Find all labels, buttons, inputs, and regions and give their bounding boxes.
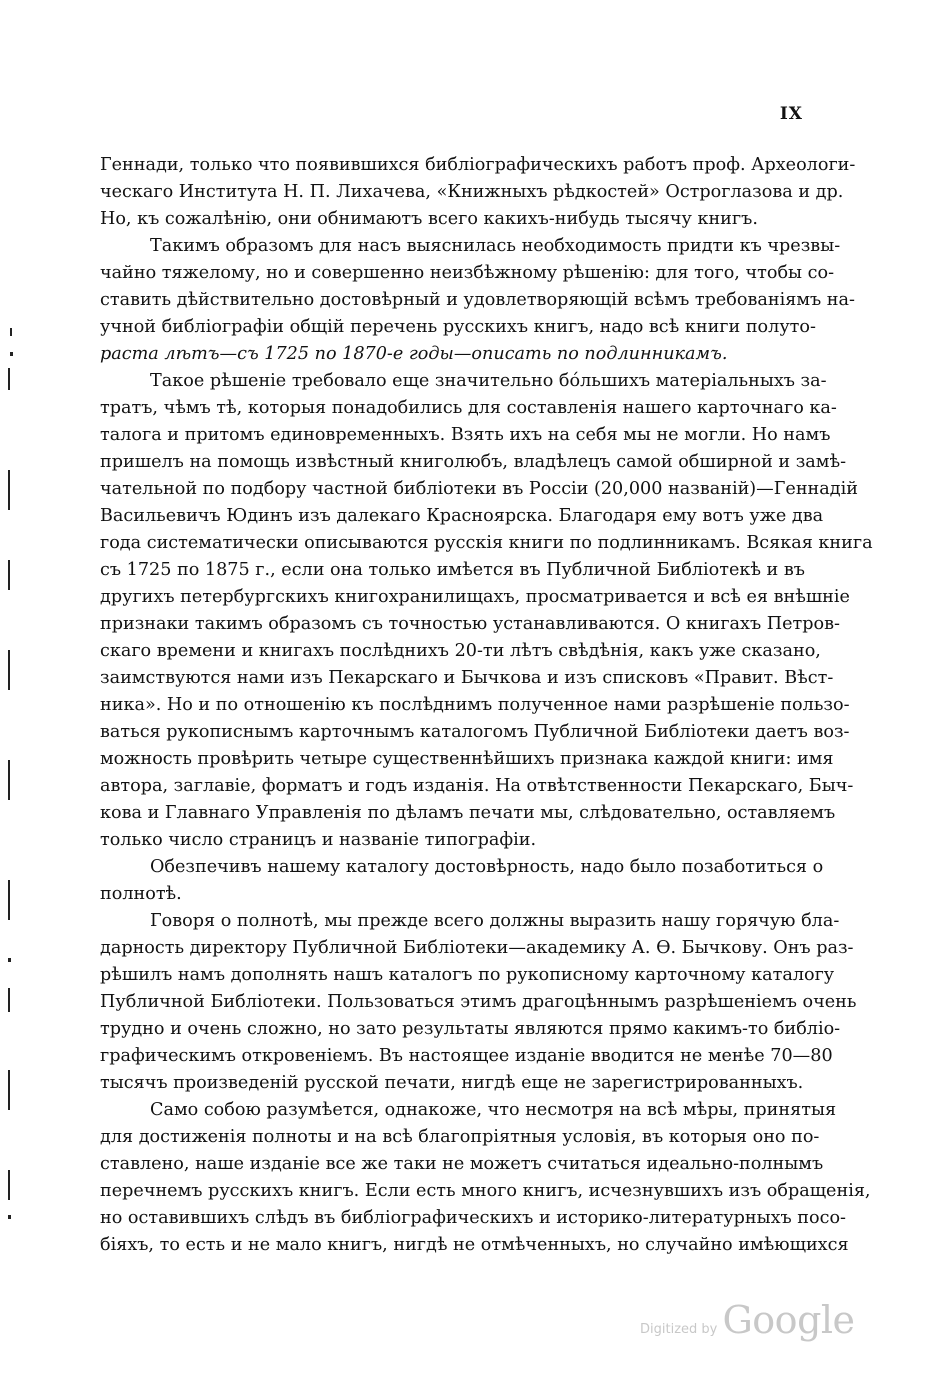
text-line: ставлено, наше изданіе все же таки не можетъ считаться идеально-полнымъ [100, 1154, 824, 1174]
margin-mark [8, 650, 10, 690]
text-line: Васильевичъ Юдинъ изъ далекаго Красноярска. Благодаря ему вотъ уже два [100, 506, 824, 526]
body-text [100, 152, 873, 1259]
watermark-prefix: Digitized by [640, 1322, 718, 1337]
text-line: тратъ, чѣмъ тѣ, которыя понадобились для составленія нашего карточнаго ка- [100, 398, 837, 418]
text-line: полнотѣ. [100, 884, 182, 904]
text-line: Само собою разумѣется, однакоже, что несмотря на всѣ мѣры, принятыя [150, 1100, 837, 1120]
text-line: Геннади, только что появившихся библіографическихъ работъ проф. Археологи- [100, 155, 856, 175]
google-logo: Google [722, 1298, 855, 1342]
digitized-by-google-watermark [640, 1298, 855, 1342]
page-number: IX [779, 104, 803, 124]
text-line: учной библіографіи общій перечень русскихъ книгъ, надо всѣ книги полуто- [100, 317, 816, 337]
text-line: графическимъ откровеніемъ. Въ настоящее изданіе вводится не менѣе 70—80 [100, 1046, 833, 1066]
text-line: но оставившихъ слѣдъ въ библіографическихъ и историко-литературныхъ посо- [100, 1208, 846, 1228]
margin-mark [8, 1070, 10, 1110]
text-line: дарность директору Публичной Библіотеки—академику А. Ѳ. Бычкову. Онъ раз- [100, 938, 854, 958]
text-line: талога и притомъ единовременныхъ. Взять ихъ на себя мы не могли. Но намъ [100, 425, 831, 445]
text-line: Говоря о полнотѣ, мы прежде всего должны выразить нашу горячую бла- [150, 911, 840, 931]
text-line: пришелъ на помощь извѣстный книголюбъ, владѣлецъ самой обширной и замѣ- [100, 452, 847, 472]
margin-mark [8, 880, 10, 920]
margin-mark [8, 368, 10, 390]
text-line: тысячъ произведеній русской печати, нигдѣ еще не зарегистрированныхъ. [100, 1073, 804, 1093]
text-line: Такимъ образомъ для насъ выяснилась необходимость придти къ чрезвы- [150, 236, 841, 256]
text-line: ваться рукописнымъ карточнымъ каталогомъ Публичной Библіотеки даетъ воз- [100, 722, 850, 742]
text-line: для достиженія полноты и на всѣ благопріятныя условія, въ которыя оно по- [100, 1127, 820, 1147]
margin-mark [8, 470, 10, 510]
margin-mark [8, 988, 10, 1012]
text-line: можность провѣрить четыре существеннѣйшихъ признака каждой книги: имя [100, 749, 834, 769]
text-line: Но, къ сожалѣнію, они обнимаютъ всего какихъ-нибудь тысячу книгъ. [100, 209, 758, 229]
text-line: Обезпечивъ нашему каталогу достовѣрность, надо было позаботиться о [150, 857, 824, 877]
margin-mark [10, 328, 12, 336]
text-line: автора, заглавіе, форматъ и годъ изданія. На отвѣтственности Пекарскаго, Быч- [100, 776, 854, 796]
text-line: трудно и очень сложно, но зато результаты являются прямо какимъ-то библіо- [100, 1019, 841, 1039]
text-line: ческаго Института Н. П. Лихачева, «Книжныхъ рѣдкостей» Остроглазова и др. [100, 182, 844, 202]
text-line: біяхъ, то есть и не мало книгъ, нигдѣ не отмѣченныхъ, но случайно имѣющихся [100, 1235, 849, 1255]
text-line: съ 1725 по 1875 г., если она только имѣется въ Публичной Библіотекѣ и въ [100, 560, 805, 580]
text-line: перечнемъ русскихъ книгъ. Если есть много книгъ, исчезнувшихъ изъ обращенія, [100, 1181, 871, 1201]
text-line: рѣшилъ намъ дополнять нашъ каталогъ по рукописному карточному каталогу [100, 965, 835, 985]
text-line: заимствуются нами изъ Пекарскаго и Бычкова и изъ списковъ «Правит. Вѣст- [100, 668, 834, 688]
text-line: Такое рѣшеніе требовало еще значительно бо́льшихъ матеріальныхъ за- [150, 371, 827, 391]
margin-mark [8, 1170, 10, 1200]
text-line: чайно тяжелому, но и совершенно неизбѣжному рѣшенію: для того, чтобы со- [100, 263, 835, 283]
margin-mark [8, 760, 10, 800]
margin-mark [8, 958, 11, 962]
text-line: другихъ петербургскихъ книгохранилищахъ, просматривается и всѣ ея внѣшніе [100, 587, 850, 607]
margin-mark [8, 560, 10, 590]
margin-mark [10, 352, 13, 356]
text-line: кова и Главнаго Управленія по дѣламъ печати мы, слѣдовательно, оставляемъ [100, 803, 836, 823]
text-line: признаки такимъ образомъ съ точностью устанавливаются. О книгахъ Петров- [100, 614, 840, 634]
text-line: скаго времени и книгахъ послѣднихъ 20-ти лѣтъ свѣдѣнія, какъ уже сказано, [100, 641, 821, 661]
margin-mark [8, 1215, 11, 1219]
text-line: чательной по подбору частной библіотеки въ Россіи (20,000 названій)—Геннадій [100, 479, 858, 499]
text-line: ника». Но и по отношенію къ послѣднимъ полученное нами разрѣшеніе пользо- [100, 695, 850, 715]
text-line: раста лѣтъ—съ 1725 по 1870-е годы—описать по подлинникамъ. [100, 344, 728, 364]
text-line: только число страницъ и названіе типографіи. [100, 830, 537, 850]
text-line: Публичной Библіотеки. Пользоваться этимъ драгоцѣннымъ разрѣшеніемъ очень [100, 992, 857, 1012]
text-line: года систематически описываются русскія книги по подлинникамъ. Всякая книга [100, 533, 873, 553]
text-line: ставить дѣйствительно достовѣрный и удовлетворяющій всѣмъ требованіямъ на- [100, 290, 855, 310]
